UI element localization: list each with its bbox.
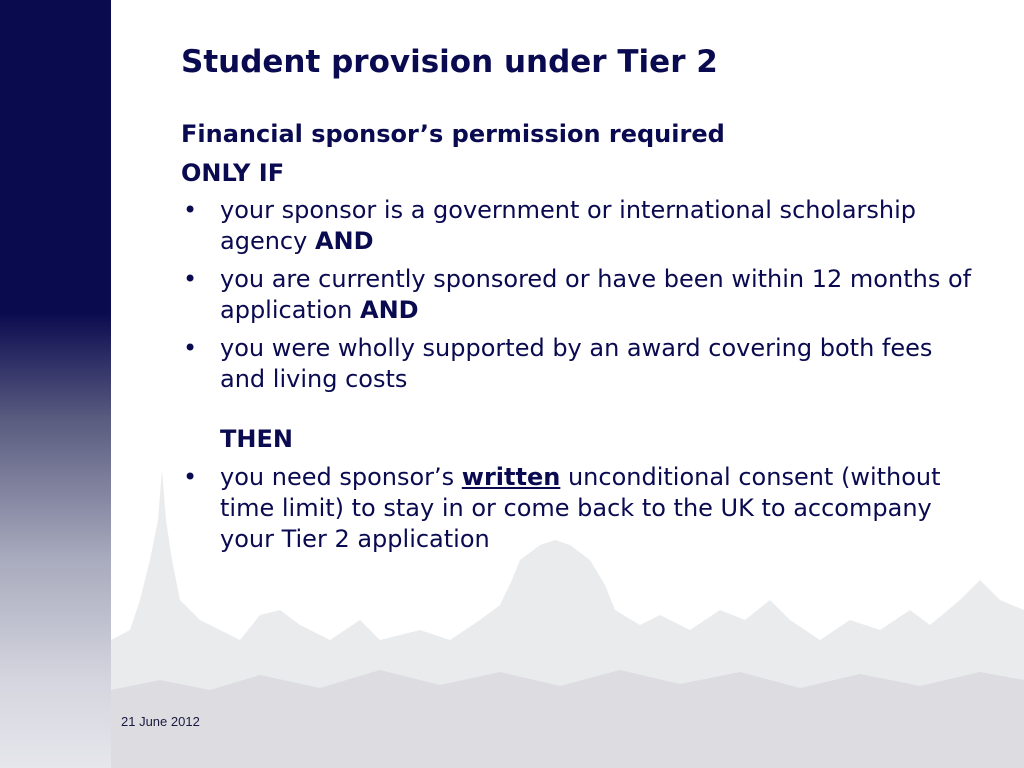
bullet-icon: •: [183, 196, 198, 224]
bullet-text: your sponsor is a government or international scholarship agency: [220, 196, 917, 255]
list-item: [181, 333, 981, 395]
subheading: Financial sponsor’s permission required: [181, 120, 725, 148]
slide-body: [181, 119, 981, 562]
bullet-text: you are currently sponsored or have been within 12 months of application: [220, 265, 972, 324]
bullet-text-before: you need sponsor’s: [220, 463, 462, 491]
bullet-icon: •: [183, 334, 198, 362]
condition-label: ONLY IF: [181, 159, 285, 187]
bullet-icon: •: [183, 463, 198, 491]
then-label: THEN: [220, 425, 293, 453]
bullet-text-after: unconditional consent (without time limit) to stay in or come back to the UK to accompany your Tier 2 application: [220, 463, 941, 553]
list-item: [181, 264, 981, 326]
footer-date: 21 June 2012: [121, 714, 200, 729]
list-item: [181, 195, 981, 257]
bullet-text: you were wholly supported by an award covering both fees and living costs: [220, 334, 933, 393]
condition-list: [181, 195, 981, 395]
slide-title: Student provision under Tier 2: [181, 44, 718, 80]
consequence-list: [181, 462, 981, 555]
bullet-emphasis: AND: [314, 227, 374, 255]
bullet-icon: •: [183, 265, 198, 293]
bullet-emphasis: AND: [360, 296, 419, 324]
bullet-emphasis-written: written: [461, 463, 561, 491]
list-item: [181, 462, 981, 555]
